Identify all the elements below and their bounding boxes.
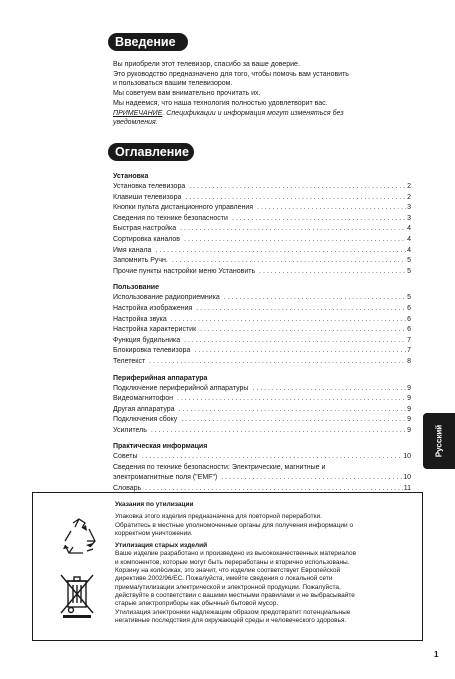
toc-page-number: 3 — [407, 204, 411, 212]
old-products-line: Утилизация электроники надлежащим образом предотвратит потенциальные — [115, 608, 351, 616]
disposal-line: Упаковка этого изделия предназначена для повторной переработки. — [115, 513, 322, 521]
toc-page-number: 2 — [407, 183, 411, 190]
old-products-line: негативные последствия для окружающей среды и человеческого здоровья. — [115, 616, 347, 624]
toc-page-number: 5 — [407, 267, 411, 275]
toc-entry-label: Настройка звука — [113, 315, 167, 323]
intro-heading: Введение — [108, 33, 188, 51]
toc-page-number: 9 — [407, 426, 411, 434]
intro-line: и пользоваться вашим телевизором. — [113, 80, 233, 88]
toc-entry — [113, 325, 411, 336]
toc-entry-label: Советы — [113, 453, 138, 461]
toc-leader-dots — [185, 193, 406, 204]
table-of-contents — [113, 172, 411, 500]
toc-entry — [113, 256, 411, 267]
toc-entry-label: Видеомагнитофон — [113, 395, 174, 403]
old-products-line: Корзину на колёсиках, это значит, что изделие соответствует Европейской — [115, 567, 341, 575]
toc-page-number: 6 — [407, 315, 411, 323]
toc-section-title: Периферийная аппаратура — [113, 374, 208, 382]
toc-page-number: 9 — [407, 405, 411, 413]
toc-leader-dots — [155, 246, 406, 257]
page-number: 1 — [434, 650, 439, 659]
toc-entry — [113, 405, 411, 416]
toc-section — [113, 374, 411, 437]
toc-leader-dots — [184, 235, 406, 246]
toc-entry — [113, 346, 411, 357]
note-text: . Спецификации и информация могут изменяться без — [162, 109, 344, 117]
toc-leader-dots — [196, 304, 406, 315]
toc-page-number: 5 — [407, 257, 411, 265]
toc-entry-label: Запомнить Ручн. — [113, 257, 168, 265]
toc-page-number: 9 — [407, 395, 411, 403]
toc-entry — [113, 384, 411, 395]
disposal-line: корректном уничтожении. — [115, 529, 193, 537]
toc-entry — [113, 293, 411, 304]
recycle-icon — [57, 515, 101, 559]
toc-section — [113, 283, 411, 367]
toc-entry-label: Прочие пункты настройки меню Установить — [113, 267, 256, 275]
toc-entry-label: Функция будильника — [113, 336, 181, 344]
toc-entry — [113, 267, 411, 278]
intro-line: Вы приобрели этот телевизор, спасибо за ваше доверие. — [113, 61, 300, 68]
toc-entry — [113, 415, 411, 426]
toc-entry — [113, 214, 411, 225]
toc-page-number: 11 — [403, 484, 411, 492]
toc-entry — [113, 357, 411, 368]
old-products-line: приема/утилизации электрической и электронной продукции. Пожалуйста, — [115, 583, 341, 591]
toc-entry — [113, 224, 411, 235]
toc-page-number: 4 — [407, 235, 411, 243]
intro-line: Это руководство предназначено для того, чтобы помочь вам установить — [113, 70, 349, 78]
toc-section-title: Пользование — [113, 284, 159, 292]
toc-entry-label: Установка телевизора — [113, 183, 186, 190]
intro-line: Мы советуем вам внимательно прочитать их. — [113, 90, 261, 98]
toc-page-number: 10 — [403, 474, 411, 482]
toc-entry-label: Быстрая настройка — [113, 225, 177, 233]
toc-entry — [113, 182, 411, 193]
toc-entry — [113, 304, 411, 315]
toc-entry — [113, 315, 411, 326]
toc-entry — [113, 394, 411, 405]
toc-leader-dots — [181, 415, 406, 426]
toc-entry-label: Сведения по технике безопасности — [113, 214, 228, 222]
toc-entry-label: Сведения по технике безопасности: Электрические, магнитные и — [113, 464, 326, 472]
toc-entry — [113, 193, 411, 204]
toc-entry — [113, 336, 411, 347]
toc-entry — [113, 473, 411, 484]
language-tab — [423, 413, 455, 469]
toc-entry-label: Настройка изображения — [113, 304, 193, 312]
disposal-line: Обратитесь в местные уполномоченные органы для получения информации о — [115, 521, 354, 529]
old-products-line: действуйте в соответствии с вашими местными правилами и не выбрасывайте — [115, 591, 355, 599]
old-products-title: Утилизация старых изделий — [115, 542, 208, 550]
toc-leader-dots — [180, 224, 406, 235]
toc-leader-dots — [252, 384, 406, 395]
toc-leader-dots — [149, 357, 406, 368]
toc-entry-label: Использование радиоприемника — [113, 294, 220, 302]
toc-page-number: 10 — [403, 453, 411, 461]
toc-entry — [113, 463, 411, 473]
toc-heading: Оглавление — [108, 143, 194, 161]
disposal-text — [115, 501, 411, 625]
old-products-line: Ваше изделие разработано и произведено из высококачественных материалов — [115, 550, 357, 558]
toc-leader-dots — [172, 256, 406, 267]
crossed-bin-icon — [57, 573, 97, 619]
toc-leader-dots — [184, 336, 406, 347]
toc-leader-dots — [224, 293, 406, 304]
toc-page-number: 6 — [407, 326, 411, 334]
toc-entry-label: Блокировка телевизора — [113, 347, 191, 355]
intro-note-cont: уведомления. — [113, 119, 158, 127]
disposal-title: Указания по утилизации — [115, 501, 194, 508]
disposal-box — [32, 492, 423, 641]
toc-page-number: 5 — [407, 294, 411, 302]
toc-entry — [113, 452, 411, 463]
toc-page-number: 7 — [407, 347, 411, 355]
intro-note — [113, 109, 413, 119]
toc-entry — [113, 426, 411, 437]
toc-section-title: Практическая информация — [113, 443, 208, 451]
toc-leader-dots — [259, 267, 406, 278]
toc-entry-label: Кнопки пульта дистанционного управления — [113, 204, 254, 212]
old-products-line: и компонентов, которые могут быть переработаны и вторично использованы. — [115, 558, 350, 566]
toc-leader-dots — [151, 426, 406, 437]
toc-page-number: 9 — [407, 384, 411, 392]
toc-leader-dots — [171, 315, 406, 326]
toc-entry-label: Подключения сбоку — [113, 416, 178, 424]
toc-entry-label: Словарь — [113, 484, 142, 492]
toc-leader-dots — [221, 473, 402, 484]
old-products-line: директиве 2002/96/ЕС. Пожалуйста, имейте сведения о локальной сети — [115, 575, 333, 583]
toc-page-number: 7 — [407, 336, 411, 344]
note-label: ПРИМЕЧАНИЕ — [113, 109, 163, 117]
toc-entry — [113, 203, 411, 214]
toc-entry — [113, 246, 411, 257]
toc-entry-label: Сортировка каналов — [113, 235, 181, 243]
toc-page-number: 6 — [407, 304, 411, 312]
toc-page-number: 4 — [407, 246, 411, 254]
toc-entry-label: Усилитель — [113, 426, 147, 434]
toc-leader-dots — [179, 405, 407, 416]
intro-line: Мы надеемся, что наша технология полностью удовлетворит вас. — [113, 99, 328, 107]
old-products-line: старые электроприборы как обычный бытовой мусор. — [115, 600, 279, 608]
toc-entry-label: Другая аппаратура — [113, 405, 175, 413]
toc-entry-label: Телетекст — [113, 357, 146, 365]
toc-entry-label: Имя канала — [113, 246, 152, 254]
toc-entry-label: Подключение периферийной аппаратуры — [113, 384, 249, 392]
toc-leader-dots — [189, 182, 406, 193]
toc-leader-dots — [257, 203, 406, 214]
toc-page-number: 2 — [407, 193, 411, 201]
toc-page-number: 8 — [407, 357, 411, 365]
toc-leader-dots — [194, 346, 406, 357]
toc-page-number: 3 — [407, 214, 411, 222]
intro-text — [113, 60, 413, 128]
language-tab-label: Русский — [434, 424, 444, 458]
toc-page-number: 4 — [407, 225, 411, 233]
toc-entry-label: Настройка характеристик — [113, 326, 197, 334]
toc-leader-dots — [232, 214, 406, 225]
toc-entry-label: Клавиши телевизора — [113, 193, 182, 201]
toc-entry — [113, 235, 411, 246]
toc-leader-dots — [142, 452, 403, 463]
toc-leader-dots — [177, 394, 406, 405]
toc-leader-dots — [200, 325, 406, 336]
toc-section-title: Установка — [113, 173, 149, 180]
toc-section — [113, 442, 411, 494]
toc-section — [113, 172, 411, 277]
toc-entry-label: электромагнитные поля ("EMF") — [113, 474, 218, 482]
toc-page-number: 9 — [407, 416, 411, 424]
